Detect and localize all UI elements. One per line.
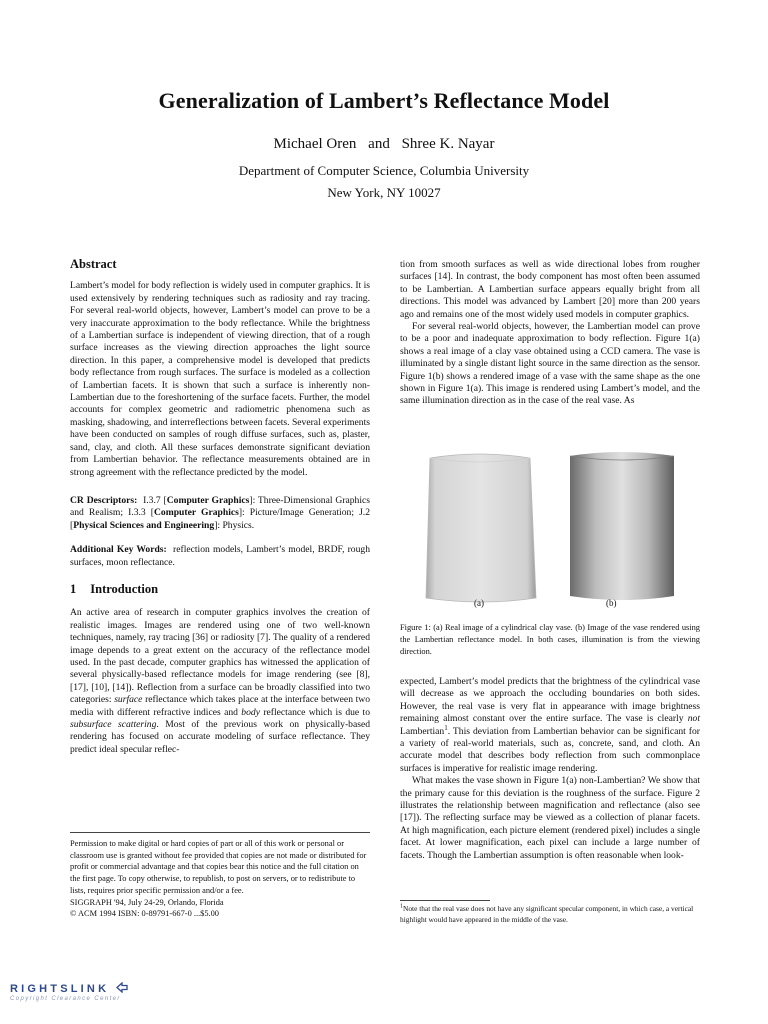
permission-copyright: © ACM 1994 ISBN: 0-89791-667-0 ...$5.00 xyxy=(70,909,219,919)
rb-text-c: . This deviation from Lambertian behavior can be significant for a variety of real-world materials, such as, concrete, sand, and cloth. An accurate model that describes body reflection from such commonplace surfaces is imperative for realistic image rendering. xyxy=(400,725,700,774)
logo-wordmark: RIGHTSLINK xyxy=(10,983,110,995)
figure-1-vases xyxy=(400,448,700,628)
permission-venue: SIGGRAPH '94, July 24-29, Orlando, Florida xyxy=(70,897,224,907)
rb-text-b: Lambertian xyxy=(400,725,445,737)
abstract-heading: Abstract xyxy=(70,257,117,271)
intro-heading xyxy=(70,583,370,595)
figure-1b-label: (b) xyxy=(606,598,617,608)
intro-text-d: . Most of the previous work on physically-based rendering has focused on accurate modeling of surface reflectance. They predict ideal specular reflec- xyxy=(70,719,371,755)
intro-text-b: reflectance which takes place at the interface between two media with different refractive indices and xyxy=(70,694,370,718)
intro-title: Introduction xyxy=(90,581,159,596)
rightslink-arrow-icon xyxy=(116,982,128,993)
right-column-bottom xyxy=(400,676,700,862)
cr-bold-3: Physical Sciences and Engineering xyxy=(73,519,215,531)
intro-em-body: body xyxy=(241,706,260,718)
rightslink-logo[interactable] xyxy=(10,982,210,1012)
footnote-text: Note that the real vase does not have any significant specular component, in which case, a vertical highlight would have appeared in the middle of the vase. xyxy=(400,904,694,924)
abstract-body: Lambert’s model for body reflection is widely used in computer graphics. It is used extensively by rendering techniques such as radiosity and ray tracing. For several real-world objects, however, Lambert’s model can prove to be a very inaccurate approximation to the body reflectance. While the brightness of a Lambertian surface is independent of viewing direction, that of a rough surface increases as the viewing direction approaches the light source direction. In this paper, a comprehensive model is developed that predicts body reflectance from rough surfaces. The surface is modeled as a collection of Lambertian facets. It is shown that such a surface is inherently non-Lambertian due to the foreshortening of the surface facets. Further, the model accounts for complex geometric and radiometric phenomena such as masking, shadowing, and interreflections between facets. Several experiments have been conducted on samples of rough diffuse surfaces, such as, plaster, sand, clay, and cloth. All these surfaces demonstrate significant deviation from Lambertian behavior. The reflectance measurements obtained are in strong agreement with the reflectance predicted by the model. xyxy=(70,280,370,478)
permission-text: Permission to make digital or hard copies of part or all of this work or personal or classroom use is granted without fee provided that copies are not made or distributed for profit or commercial advantage and that copies bear this notice and the full citation on the first page. To copy otherwise, to republish, to post on servers, or to redistribute to lists, requires prior specific permission and/or a fee. xyxy=(70,839,367,895)
right-paragraph-1: tion from smooth surfaces as well as wide directional lobes from rougher surfaces [14]. In contrast, the body component has most often been assumed to be Lambertian. A Lambertian surface appears equally bright from all directions. This model was advanced by Lambert [20] more than 200 years ago and remains one of the most widely used models in computer graphics. xyxy=(400,259,700,320)
right-column-top xyxy=(400,259,700,408)
cr-bold-2: Computer Graphics xyxy=(154,507,239,519)
cr-label: CR Descriptors: xyxy=(70,494,138,506)
footnote-number: 1 xyxy=(400,903,403,910)
cr-descriptors xyxy=(70,495,370,532)
intro-em-subsurface: subsurface scattering xyxy=(70,719,157,730)
rb-text-a: expected, Lambert’s model predicts that the brightness of the cylindrical vase will decrease as we approach the occluding boundaries on both sides. However, the real vase is very flat in appearance with image brightness remaining almost constant over the entire surface. The vase is clearly xyxy=(400,676,700,725)
footnote-divider xyxy=(400,900,490,901)
footnote xyxy=(400,904,700,925)
cr-text-4: ]: Physics. xyxy=(214,519,255,531)
keywords-text: reflection models, Lambert’s model, BRDF, rough surfaces, moon reflectance. xyxy=(70,544,370,568)
rightslink-logo-text xyxy=(10,982,210,995)
vase-lambertian-render xyxy=(570,452,674,600)
vase-real-image xyxy=(426,454,536,602)
affiliation-department: Department of Computer Science, Columbia University xyxy=(238,163,530,178)
affiliation-location: New York, NY 10027 xyxy=(327,185,441,200)
author-nayar: Shree K. Nayar xyxy=(401,136,495,152)
rb-em-not: not xyxy=(687,713,700,725)
left-column xyxy=(70,258,370,762)
cr-text-1: I.3.7 [ xyxy=(143,494,167,506)
authors-and: and xyxy=(368,136,390,152)
figure-1 xyxy=(400,448,700,628)
permission-divider xyxy=(70,832,370,833)
author-oren: Michael Oren xyxy=(273,136,357,152)
cr-text-2: ]: Three-Dimensional Graphics and Realism; I.3.3 [ xyxy=(70,494,371,519)
rightslink-tagline: Copyright Clearance Center xyxy=(10,996,121,1002)
paper-title: Generalization of Lambert’s Reflectance Model xyxy=(158,88,610,113)
figure-1-caption: Figure 1: (a) Real image of a cylindrical clay vase. (b) Image of the vase rendered using the Lambertian reflectance model. In both cases, illumination is from the viewing direction. xyxy=(400,623,700,656)
right-paragraph-3 xyxy=(400,676,700,775)
right-paragraph-2: For several real-world objects, however, the Lambertian model can prove to be a poor and inadequate approximation to body reflection. Figure 1(a) shows a real image of a clay vase obtained using a CCD camera. The vase is illuminated by a single distant light source in the same direction as the sensor. Figure 1(b) shows a rendered image of a vase with the same shape as the one shown in Figure 1(a). This image is rendered using Lambert’s model, and the same illumination direction as in the case of the real vase. As xyxy=(400,321,700,407)
permission-notice xyxy=(70,838,370,920)
keywords-label: Additional Key Words: xyxy=(70,544,167,556)
cr-text-3: ]: Picture/Image Generation; J.2 [ xyxy=(70,507,370,531)
right-paragraph-4: What makes the vase shown in Figure 1(a) non-Lambertian? We show that the primary cause for this deviation is the roughness of the surface. Figure 2 illustrates the relationship between magnification and reflectance (also see [17]). The reflecting surface may be viewed as a collection of planar facets. At high magnification, each picture element (rendered pixel) includes a single facet. At lower magnification, each pixel can include a large number of facets. Though the Lambertian assumption is often reasonable when look- xyxy=(400,775,700,861)
intro-text-c: reflectance which is due to xyxy=(263,706,370,718)
intro-em-surface: surface xyxy=(114,694,143,706)
figure-1a-label: (a) xyxy=(474,598,484,608)
footnote-marker: 1 xyxy=(444,723,448,732)
keywords xyxy=(70,544,370,569)
cr-bold-1: Computer Graphics xyxy=(166,494,250,506)
intro-text-a: An active area of research in computer graphics involves the creation of realistic images. Images are rendered using one of two well-known techniques, namely, ray tracing [36] or radiosity [7]. The quality of a rendered image depends to a great extent on the accuracy of the reflectance model used. In the past decade, computer graphics has witnessed the application of several physically-based reflectance models for image rendering (see [8], [17], [10], [14]). Reflection from a surface can be broadly classified into two categories: xyxy=(70,607,370,706)
intro-number: 1 xyxy=(70,581,77,596)
intro-paragraph xyxy=(70,607,370,756)
authors-line xyxy=(0,136,768,153)
